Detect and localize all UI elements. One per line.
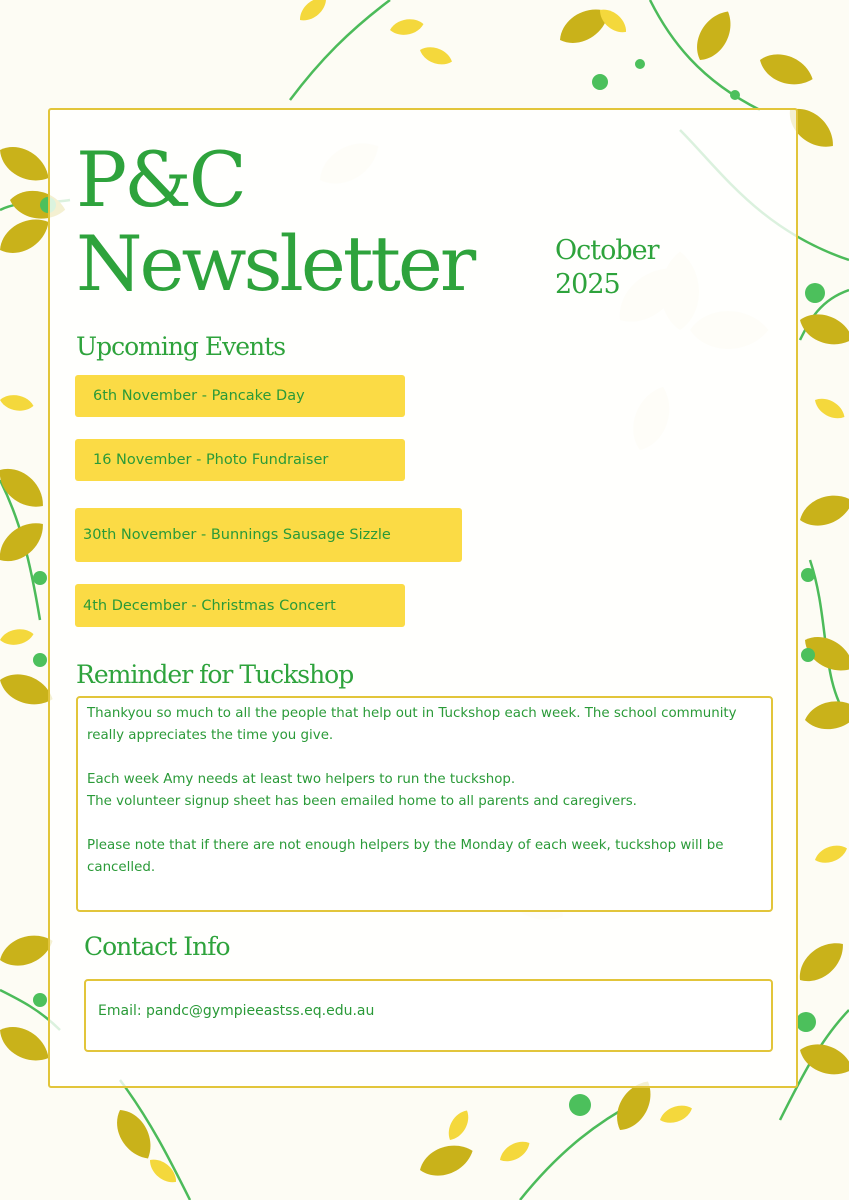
tuckshop-paragraph-3: Please note that if there are not enough helpers by the Monday of each week, tuckshop will be cancelled. xyxy=(87,838,724,875)
issue-year: 2025 xyxy=(555,269,620,300)
contact-email[interactable]: Email: pandc@gympieeastss.eq.edu.au xyxy=(98,1003,375,1019)
issue-month: October xyxy=(555,235,659,266)
contact-heading: Contact Info xyxy=(84,932,230,961)
issue-date xyxy=(555,234,659,302)
tuckshop-paragraph-1: Thankyou so much to all the people that help out in Tuckshop each week. The school community really appreciates the time you give. xyxy=(87,706,737,743)
tuckshop-reminder-box xyxy=(76,696,773,912)
event-item: 30th November - Bunnings Sausage Sizzle xyxy=(75,508,462,562)
tuckshop-heading: Reminder for Tuckshop xyxy=(76,660,354,689)
title-line-1: P&C xyxy=(76,135,244,224)
event-item: 16 November - Photo Fundraiser xyxy=(75,439,405,481)
contact-box xyxy=(84,979,773,1052)
newsletter-title xyxy=(76,135,474,308)
event-item: 4th December - Christmas Concert xyxy=(75,584,405,627)
events-heading: Upcoming Events xyxy=(76,332,286,361)
event-item: 6th November - Pancake Day xyxy=(75,375,405,417)
tuckshop-paragraph-2: Each week Amy needs at least two helpers to run the tuckshop. The volunteer signup sheet has been emailed home to all parents and caregivers. xyxy=(87,772,637,809)
title-line-2: Newsletter xyxy=(76,219,474,308)
